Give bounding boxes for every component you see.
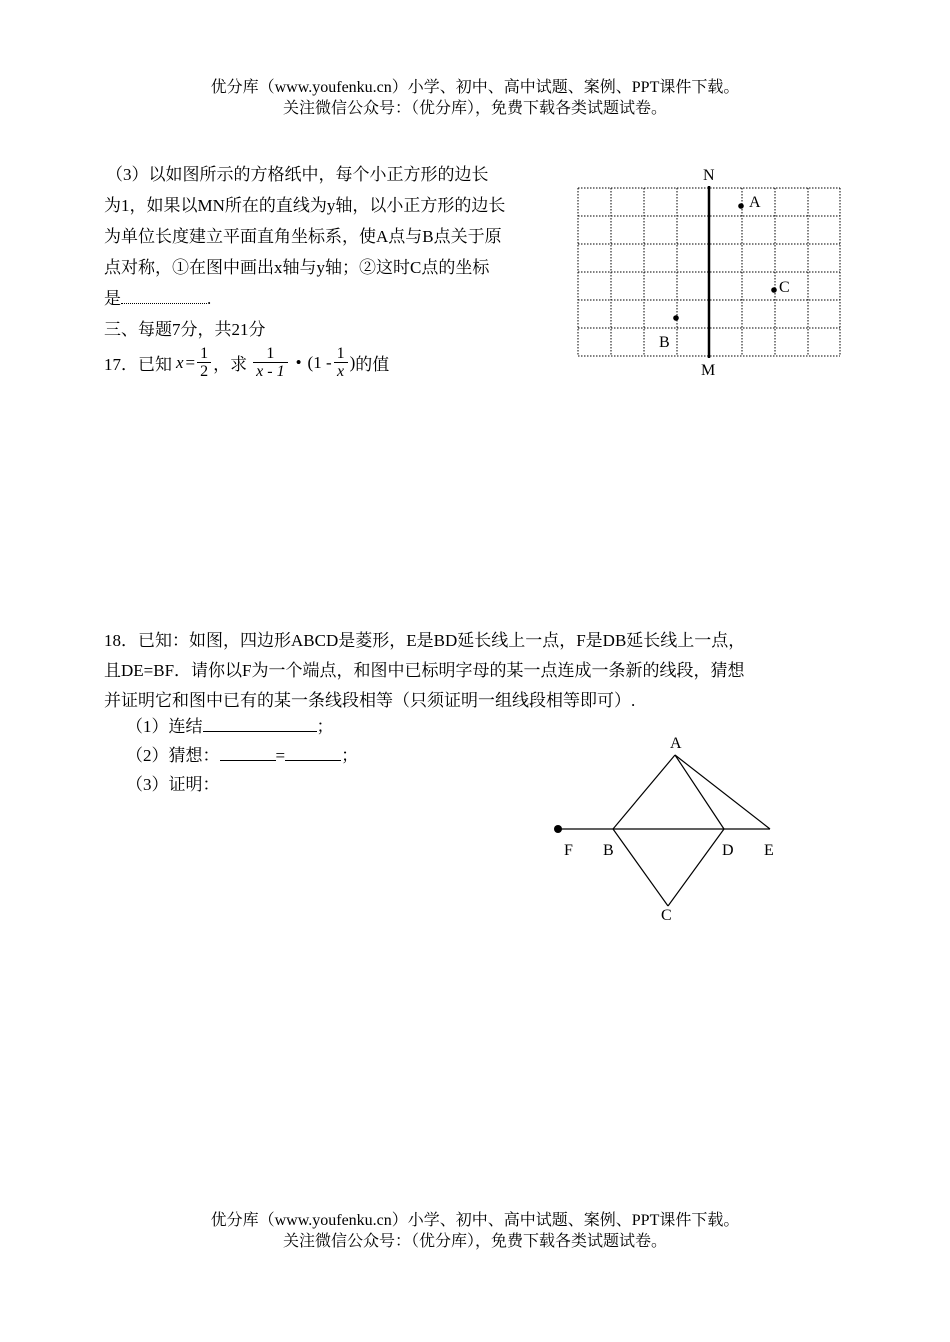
q18-guess-right-blank[interactable]: [285, 745, 341, 761]
label-m: M: [701, 362, 716, 379]
footer-line-1: 优分库（www.youfenku.cn）小学、初中、高中试题、案例、PPT课件下载。: [210, 1212, 740, 1229]
q17-paren-open: (1 -: [307, 352, 332, 372]
q18-guess-left-blank[interactable]: [220, 745, 276, 761]
q17-frac-inverse-den: x - 1: [256, 363, 285, 380]
q17-paren-close: ): [349, 352, 356, 372]
q17-ask: ，求: [213, 355, 248, 374]
label-c: C: [779, 279, 790, 296]
label-c: C: [661, 907, 672, 924]
side-ab: [613, 755, 675, 829]
q17-frac-half: [197, 345, 211, 380]
q17-equals: =: [185, 352, 196, 372]
point-f: [554, 825, 562, 833]
point-a: [738, 203, 744, 209]
footer-line-2: 关注微信公众号：（优分库），免费下载各类试题试卷。: [282, 1233, 667, 1250]
side-dc: [668, 829, 724, 906]
section-3-title: 三、每题7分，共21分: [104, 320, 266, 339]
header-line-2: 关注微信公众号：（优分库），免费下载各类试题试卷。: [282, 100, 667, 117]
q17-suffix: 的值: [355, 355, 390, 374]
q18-sub-2-eq: =: [275, 746, 286, 765]
q3-line-1: （3）以如图所示的方格纸中，每个小正方形的边长: [106, 165, 489, 184]
q18-sub-1: [126, 712, 334, 737]
q18-line-1: 18．已知：如图，四边形ABCD是菱形，E是BD延长线上一点，F是DB延长线上一点，: [104, 631, 746, 650]
label-f: F: [564, 842, 573, 859]
q3-line-5-suffix: .: [207, 289, 212, 308]
q17-frac-half-den: 2: [200, 363, 209, 380]
q3-line-4: 点对称，①在图中画出x轴与y轴；②这时C点的坐标: [104, 258, 490, 277]
rhombus-figure: [540, 728, 800, 928]
q17-frac-one-over-x-den: x: [337, 363, 345, 380]
q3-line-5: [104, 284, 211, 309]
q18-sub-3: （3）证明：: [126, 775, 220, 794]
q17-x-var: x: [176, 352, 184, 372]
side-bc: [613, 829, 668, 906]
q17-frac-half-num: 1: [197, 345, 211, 363]
label-e: E: [764, 842, 774, 859]
q3-answer-blank[interactable]: [121, 288, 207, 304]
q18-line-3: 并证明它和图中已有的某一条线段相等（只须证明一组线段相等即可）.: [104, 691, 636, 710]
q17-frac-inverse: [253, 345, 287, 380]
label-d: D: [722, 842, 734, 859]
q18-connect-blank[interactable]: [203, 716, 317, 732]
segment-ae: [675, 755, 770, 829]
label-b: B: [659, 334, 670, 351]
q17-dot: •: [295, 352, 302, 372]
q18-sub-2-end: ；: [341, 746, 359, 765]
q18-sub-1-end: ；: [316, 717, 334, 736]
q3-line-3: 为单位长度建立平面直角坐标系，使A点与B点关于原: [104, 227, 502, 246]
point-c: [771, 287, 777, 293]
q17-frac-one-over-x-num: 1: [334, 345, 348, 363]
q18-line-2: 且DE=BF．请你以F为一个端点，和图中已标明字母的某一点连成一条新的线段，猜想: [104, 661, 745, 680]
point-b: [673, 315, 679, 321]
q3-line-5-prefix: 是: [104, 289, 121, 308]
label-a: A: [670, 735, 682, 752]
label-n: N: [703, 167, 715, 184]
q17-frac-one-over-x: [334, 345, 348, 380]
label-b: B: [603, 842, 614, 859]
label-a: A: [749, 194, 761, 211]
q18-sub-2-label: （2）猜想：: [126, 746, 220, 765]
grid-figure: [570, 160, 850, 380]
header-line-1: 优分库（www.youfenku.cn）小学、初中、高中试题、案例、PPT课件下载。: [210, 79, 740, 96]
side-ad: [675, 755, 724, 829]
q3-line-2: 为1，如果以MN所在的直线为y轴，以小正方形的边长: [104, 196, 506, 215]
q17-frac-inverse-num: 1: [253, 345, 287, 363]
q18-sub-2: [126, 741, 358, 766]
q17-prefix: 17．已知: [104, 355, 172, 374]
q18-sub-1-label: （1）连结: [126, 717, 203, 736]
q17-line: [104, 345, 389, 380]
